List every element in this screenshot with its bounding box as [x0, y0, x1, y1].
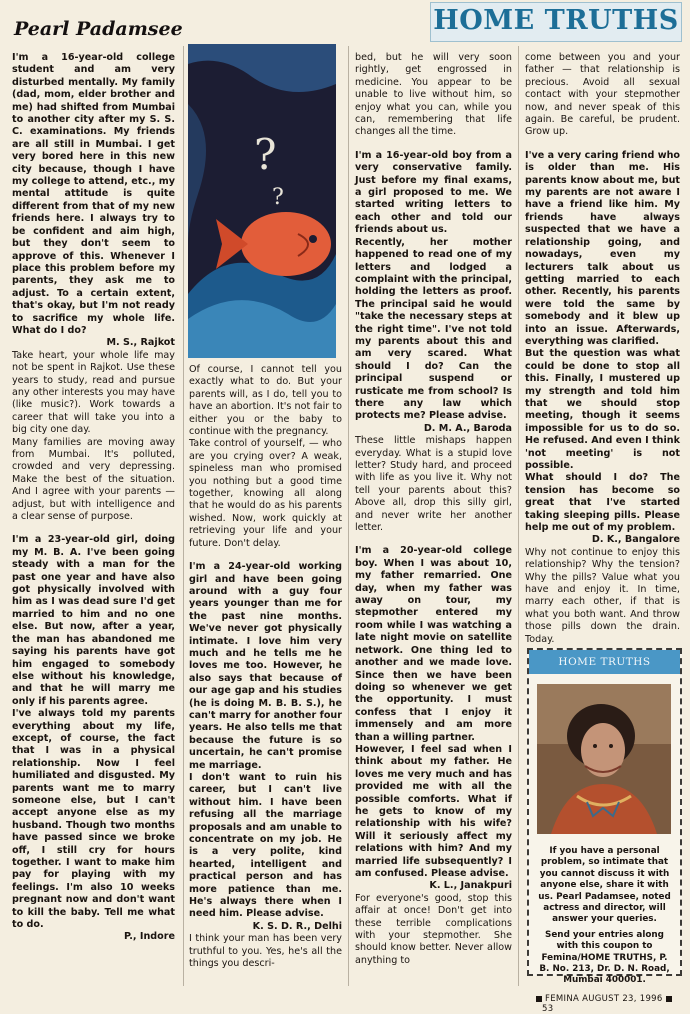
column-divider [183, 46, 184, 986]
letter-signature: P., Indore [124, 931, 175, 943]
section-title: HOME TRUTHS [433, 5, 679, 36]
paragraph-gap [525, 139, 680, 150]
reply-text: bed, but he will very soon rightly, get engrossed in medicine. You appear to be unable to live without him, so enjoy what you can, while you can, remembering that life changes all the time. [355, 52, 512, 138]
svg-text:?: ? [272, 185, 284, 210]
illustration-fish [188, 44, 336, 358]
column-4 [525, 52, 680, 646]
letter-text: I'm a 23-year-old girl, doing my M. B. A. I've been going steady with a man for the past one year and have also got physically involved with him as I was dead sure I'd get married to him and no one else. But now, after a year, the man has abandoned me saying his parents have got him engaged to somebody else without his knowledge, and that he will marry me only if his parents agree. [12, 534, 175, 707]
reply-text: Many families are moving away from Mumbai. It's polluted, crowded and very depressing. Make the best of the situation. And I agree with your parents — adjust, but with intelligence and a clear sense of purpose. [12, 436, 175, 523]
letter-text: I'm a 24-year-old working girl and have been going around with a guy four years younger than me for the past nine months. We've never got physically intimate. I love him very much and he tells me he loves me too. However, he also says that because of our age gap and his studies (he is doing M. B. B. S.), he can't marry for another four years. He also tells me that because the future is so uncertain, he can't promise me marriage. [189, 561, 342, 771]
coupon-box [527, 648, 682, 986]
columnist-portrait [537, 684, 671, 834]
column-divider [348, 46, 349, 986]
letter-text: I'm a 20-year-old college boy. When I was about 10, my father remarried. One day, when my father was away on tour, my stepmother entered my room while I was watching a late night movie on satellite network. One thing led to another and we made love. Since then we have been doing so whenever we get the opportunity. I must confess that I enjoy it immensely and am more than a willing partner. [355, 545, 512, 743]
coupon-text [537, 846, 672, 991]
fish-illustration-svg [188, 44, 336, 358]
reply-text: come between you and your father — that relationship is precious. Avoid all sexual contact with your stepmother now, and never speak of this again. Be careful, be prudent. Grow up. [525, 52, 680, 138]
footer-marker [536, 996, 542, 1002]
columnist-byline: Pearl Padamsee [14, 18, 183, 40]
section-masthead [430, 2, 682, 42]
page-footer [536, 994, 690, 1014]
letter-signature: M. S., Rajkot [106, 337, 175, 349]
letter-signature: K. L., Janakpuri [429, 880, 512, 892]
reply-text: I think your man has been very truthful to you. Yes, he's all the things you descri- [189, 933, 342, 970]
reply-text: These little mishaps happen everyday. What is a stupid love letter? Study hard, and proceed with life as you live it. Why not tell your parents about this? Above all, drop this silly girl, and never write her another letter. [355, 435, 512, 534]
letter-text: Recently, her mother happened to read one of my letters and lodged a complaint with the principal, holding the letters as proof. The principal said he would "take the necessary steps at the right time". I've not told my parents about this and am very scared. What should I do? Can the principal suspend or rusticate me from school? Is there any law which protects me? Please advise. [355, 236, 512, 422]
letter-text: I'm a 16-year-old boy from a very conservative family. Just before my final exams, a girl proposed to me. We started writing letters to each other and told our friends about us. [355, 149, 512, 236]
letter-text: I'm a 16-year-old college student and am very disturbed mentally. My family (dad, mom, elder brother and me) had shifted from Mumbai to another city after my S. S. C. examinations. My friends are all still in Mumbai. I get very bored here in this new city because, though I have my college to attend, etc., my mental attitude is quite different from that of my new friends here. I always try to be confident and aim high, but they don't seem to approve of this. Whenever I place this problem before my parents, they ask me to adjust. To a certain extent, that's okay, but I'm not ready to sacrifice my whole life. What do I do? [12, 52, 175, 336]
reply-text: For everyone's good, stop this affair at once! Don't get into these terrible complications with your stepmother. She should know better. Never allow anything to [355, 892, 512, 966]
letter-text: What should I do? The tension has become so great that I've started taking sleeping pills. Please help me out of my problem. [525, 472, 680, 534]
reply-text: Why not continue to enjoy this relationship? Why the tension? Why the pills? Value what you have and enjoy it. In time, marry each other, if that is what you both want. And throw those pills down the drain. Today. [525, 546, 680, 645]
column-3 [355, 52, 512, 967]
coupon-address: Send your entries along with this coupon to Femina/HOME TRUTHS, P. B. No. 213, Dr. D. N. Road, Mumbai 400001. [539, 929, 670, 986]
paragraph-gap [355, 534, 512, 545]
coupon-invitation: If you have a personal problem, so intimate that you cannot discuss it with anyone else, share it with us. Pearl Padamsee, noted actress and director, will answer your queries. [538, 846, 671, 925]
letter-signature: D. M. A., Baroda [423, 422, 512, 434]
reply-text: Take control of yourself, — who are you crying over? A weak, spineless man who promised you nothing but a good time together, knowing all along that he would do as his parents wished. Now, work quickly at retrieving your life and your future. Don't delay. [189, 438, 342, 549]
svg-text:?: ? [254, 130, 277, 179]
letter-text: I don't want to ruin his career, but I can't live without him. I have been refusing all the marriage proposals and am unable to concentrate on my job. He is a very polite, kind hearted, intelligent and practical person and has more patience than me. He's always there when I need him. Please advise. [189, 772, 342, 920]
paragraph-gap [12, 523, 175, 534]
paragraph-gap [355, 139, 512, 150]
column-divider [518, 46, 519, 986]
portrait-photo [537, 684, 671, 834]
publication-date: FEMINA AUGUST 23, 1996 [545, 994, 663, 1004]
column-2 [189, 364, 342, 971]
letter-signature: K. S. D. R., Delhi [252, 920, 342, 932]
coupon-heading: HOME TRUTHS [529, 650, 680, 674]
footer-marker [666, 996, 672, 1002]
reply-text: Of course, I cannot tell you exactly what to do. But your parents will, as I do, tell you to have an abortion. It's not fair to either you or the baby to continue with the pregnancy. [189, 364, 342, 438]
column-1 [12, 52, 175, 944]
letter-text: However, I feel sad when I think about my father. He loves me very much and has provided me with all the possible comforts. What if he gets to know of my relationship with his wife? Will it seriously affect my relations with him? And my married life subsequently? I am confused. Please advise. [355, 743, 512, 879]
letter-text: But the question was what could be done to stop all this. Finally, I mustered up my strength and told him that we should stop meeting, though it seems impossible for us to do so. He refused. And even I think 'not meeting' is not possible. [525, 348, 680, 471]
letter-text: I've a very caring friend who is older than me. His parents know about me, but my parents are not aware I have a friend like him. My friends have always suspected that we have a relationship going, and nowadays, even my lecturers talk about us getting married to each other. Recently, his parents were told the same by somebody and it blew up into an issue. Afterwards, everything was clarified. [525, 149, 680, 347]
paragraph-gap [189, 550, 342, 561]
letter-signature: D. K., Bangalore [591, 534, 680, 546]
page-number: 53 [542, 1004, 554, 1014]
reply-text: Take heart, your whole life may not be spent in Rajkot. Use these years to study, read and pursue any other interests you may have (like music?). Work towards a career that will take you into a big city one day. [12, 349, 175, 436]
letter-text: I've always told my parents everything about my life, except, of course, the fact that I was in a physical relationship. Now I feel humiliated and disgusted. My parents want me to marry someone else, but I can't accept anyone else as my husband. Though two months have passed since we broke off, I still cry for hours together. I want to make him pay for playing with my feelings. I'm also 10 weeks pregnant now and don't want to kill the baby. Tell me what to do. [12, 708, 175, 931]
